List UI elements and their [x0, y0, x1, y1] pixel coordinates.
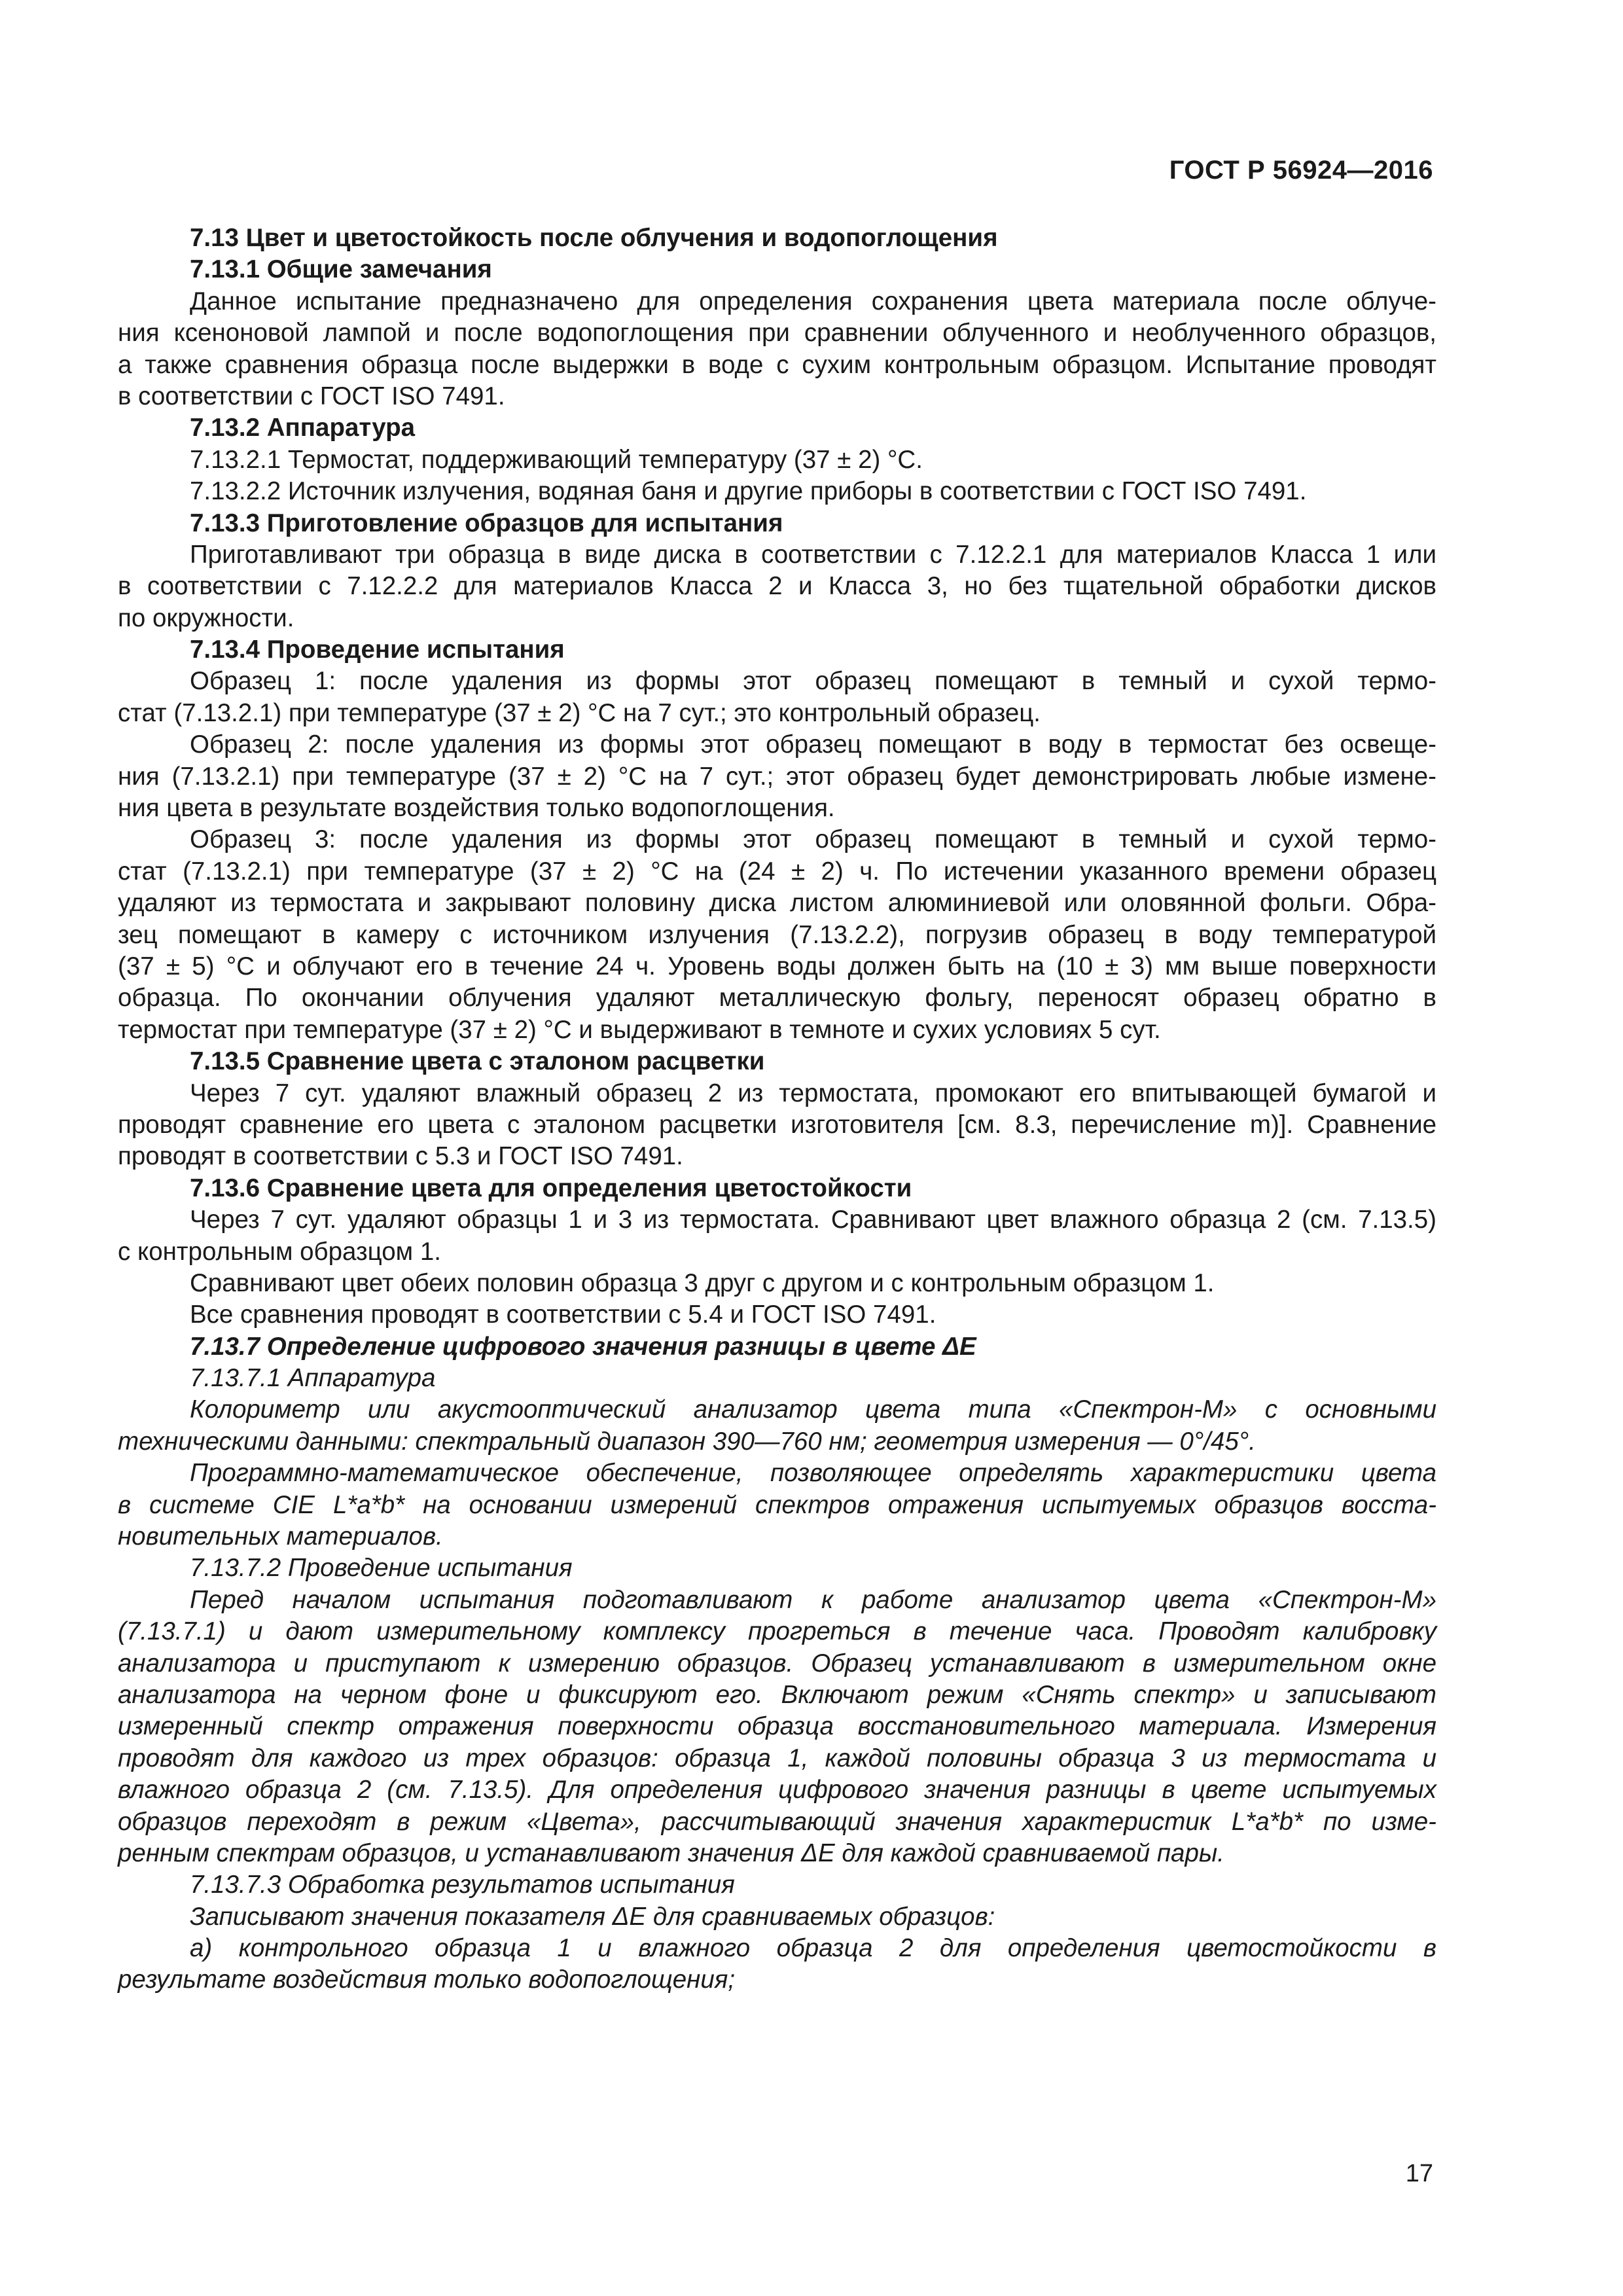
paragraph-line: Через 7 сут. удаляют образцы 1 и 3 из термостата. Сравнивают цвет влажного образца 2 (см. 7.13.5) [190, 1206, 1436, 1234]
paragraph-line: Колориметр или акустооптический анализатор цвета типа «Спектрон-М» с основными [190, 1395, 1436, 1424]
paragraph-line: ренным спектрам образцов, и устанавливают значения ΔE для каждой сравниваемой пары. [118, 1839, 1224, 1867]
paragraph-line: Записывают значения показателя ΔE для сравниваемых образцов: [190, 1902, 995, 1931]
paragraph-line: по окружности. [118, 603, 294, 632]
paragraph-line: 7.13.2.1 Термостат, поддерживающий температуру (37 ± 2) °С. [190, 445, 923, 474]
paragraph-line: проводят сравнение его цвета с эталоном расцветки изготовителя [см. 8.3, перечисление m)]. Сравнение [118, 1110, 1436, 1139]
paragraph-line: стат (7.13.2.1) при температуре (37 ± 2) °С на (24 ± 2) ч. По истечении указанного времени образец [118, 857, 1436, 886]
paragraph-line: Сравнивают цвет обеих половин образца 3 друг с другом и с контрольным образцом 1. [190, 1268, 1215, 1297]
paragraph-line: в соответствии с ГОСТ ISO 7491. [118, 382, 505, 410]
paragraph-line: в соответствии с 7.12.2.2 для материалов Класса 2 и Класса 3, но без тщательной обработки дисков [118, 572, 1436, 601]
paragraph-line: (37 ± 5) °С и облучают его в течение 24 ч. Уровень воды должен быть на (10 ± 3) мм выше поверхности [118, 952, 1436, 980]
paragraph-line: образцов переходят в режим «Цвета», рассчитывающий значения характеристик L*a*b* по изме- [118, 1807, 1436, 1836]
subsubsection-heading: 7.13.7.2 Проведение испытания [190, 1554, 573, 1583]
paragraph-line: ния ксеноновой лампой и после водопоглощения при сравнении облученного и необлученного образцов, [118, 319, 1436, 348]
subsection-heading: 7.13.6 Сравнение цвета для определения цветостойкости [190, 1174, 912, 1202]
paragraph-line: Данное испытание предназначено для определения сохранения цвета материала после облуче- [190, 287, 1436, 315]
page-number: 17 [1405, 2160, 1433, 2187]
paragraph-line: анализатора и приступают к измерению образцов. Образец устанавливают в измерительном окне [118, 1649, 1436, 1677]
document-header: ГОСТ Р 56924—2016 [1169, 156, 1433, 185]
paragraph-line: зец помещают в камеру с источником излучения (7.13.2.2), погрузив образец в воду температурой [118, 920, 1436, 949]
paragraph-line: проводят в соответствии с 5.3 и ГОСТ ISO 7491. [118, 1142, 683, 1171]
paragraph-line: Образец 3: после удаления из формы этот образец помещают в темный и сухой термо- [190, 825, 1436, 854]
subsection-heading: 7.13.5 Сравнение цвета с эталоном расцветки [190, 1047, 765, 1076]
subsection-heading: 7.13.1 Общие замечания [190, 255, 492, 284]
paragraph-line: Образец 2: после удаления из формы этот образец помещают в воду в термостат без освеще- [190, 730, 1436, 759]
paragraph-line: Приготавливают три образца в виде диска в соответствии с 7.12.2.1 для материалов Класса 1 или [190, 540, 1436, 569]
paragraph-line: удаляют из термостата и закрывают половину диска листом алюминиевой или оловянной фольги. Обра- [118, 889, 1436, 918]
document-body [118, 223, 1436, 1996]
paragraph-line: (7.13.7.1) и дают измерительному комплексу прогреться в течение часа. Проводят калибровку [118, 1617, 1436, 1646]
paragraph-line: ния (7.13.2.1) при температуре (37 ± 2) °С на 7 сут.; этот образец будет демонстрировать любые измене- [118, 762, 1436, 791]
section-heading: 7.13 Цвет и цветостойкость после облучения и водопоглощения [190, 224, 998, 252]
paragraph-line: Через 7 сут. удаляют влажный образец 2 из термостата, промокают его впитывающей бумагой и [190, 1079, 1436, 1107]
paragraph-line: термостат при температуре (37 ± 2) °С и выдерживают в темноте и сухих условиях 5 сут. [118, 1015, 1161, 1044]
paragraph-line: влажного образца 2 (см. 7.13.5). Для определения цифрового значения разницы в цвете испытуемых [118, 1776, 1436, 1804]
subsection-heading: 7.13.7 Определение цифрового значения разницы в цвете ΔE [190, 1332, 976, 1361]
paragraph-line: Программно-математическое обеспечение, позволяющее определять характеристики цвета [190, 1459, 1436, 1488]
paragraph-line: Все сравнения проводят в соответствии с 5.4 и ГОСТ ISO 7491. [190, 1300, 936, 1329]
paragraph-line: проводят для каждого из трех образцов: образца 1, каждой половины образца 3 из термостата и [118, 1744, 1436, 1772]
paragraph-line: стат (7.13.2.1) при температуре (37 ± 2) °С на 7 сут.; это контрольный образец. [118, 698, 1041, 727]
list-item: а) контрольного образца 1 и влажного образца 2 для определения цветостойкости в [190, 1934, 1436, 1963]
paragraph-line: техническими данными: спектральный диапазон 390—760 нм; геометрия измерения — 0°/45°. [118, 1427, 1256, 1456]
subsection-heading: 7.13.3 Приготовление образцов для испытания [190, 509, 783, 537]
paragraph-line: ния цвета в результате воздействия только водопоглощения. [118, 794, 835, 823]
paragraph-line: Образец 1: после удаления из формы этот образец помещают в темный и сухой термо- [190, 667, 1436, 696]
paragraph-line: а также сравнения образца после выдержки в воде с сухим контрольным образцом. Испытание проводят [118, 350, 1436, 379]
paragraph-line: в системе CIE L*a*b* на основании измерений спектров отражения испытуемых образцов восста- [118, 1490, 1436, 1519]
paragraph-line: Перед началом испытания подготавливают к работе анализатор цвета «Спектрон-М» [190, 1585, 1436, 1614]
paragraph-line: измеренный спектр отражения поверхности образца восстановительного материала. Измерения [118, 1712, 1436, 1741]
paragraph-line: 7.13.2.2 Источник излучения, водяная баня и другие приборы в соответствии с ГОСТ ISO 7491. [190, 477, 1307, 506]
subsubsection-heading: 7.13.7.3 Обработка результатов испытания [190, 1871, 735, 1899]
subsection-heading: 7.13.2 Аппаратура [190, 414, 416, 442]
paragraph-line: образца. По окончании облучения удаляют металлическую фольгу, переносят образец обратно в [118, 984, 1436, 1013]
list-item: результате воздействия только водопоглощения; [118, 1965, 736, 1994]
paragraph-line: с контрольным образцом 1. [118, 1237, 441, 1266]
paragraph-line: анализатора на черном фоне и фиксируют его. Включают режим «Снять спектр» и записывают [118, 1680, 1436, 1709]
subsection-heading: 7.13.4 Проведение испытания [190, 636, 565, 664]
paragraph-line: новительных материалов. [118, 1522, 443, 1551]
subsubsection-heading: 7.13.7.1 Аппаратура [190, 1364, 436, 1393]
